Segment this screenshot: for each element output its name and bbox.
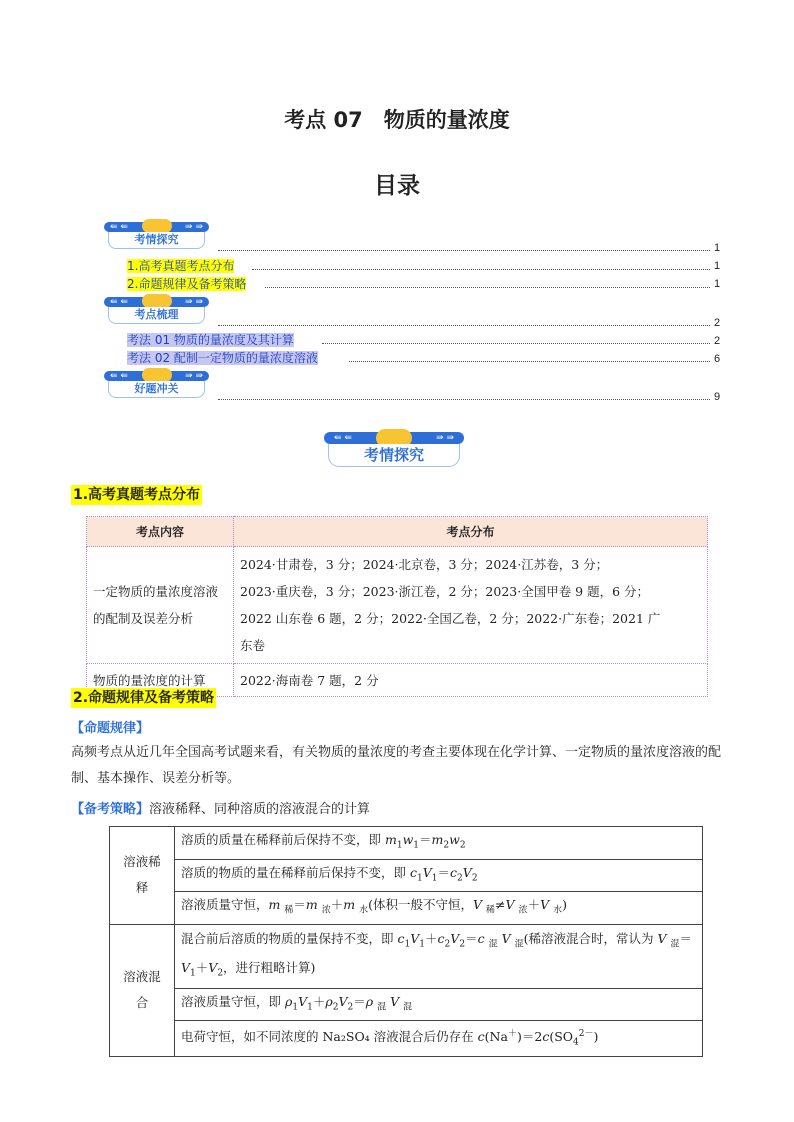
table-row bbox=[110, 924, 703, 988]
distribution-cell: 2024·甘肃卷，3 分；2024·北京卷，3 分；2024·江苏卷，3 分； 2023·重庆卷，3 分；2023·浙江卷，2 分；2023·全国甲卷 9 题，6 分； 2022 山东卷 6 题，2 分；2022·全国乙卷，2 分；2022·广东卷；2021 广 东卷 bbox=[234, 547, 708, 664]
toc-page: 1 bbox=[714, 260, 721, 272]
group-dilution: 溶液稀释 bbox=[110, 827, 175, 925]
table-row bbox=[110, 859, 703, 892]
rule-cell: 溶质的质量在稀释前后保持不变，即 $m_1w_1=m_2w_2$ bbox=[175, 827, 703, 860]
topic-cell: 一定物质的量浓度溶液的配制及误差分析 bbox=[87, 547, 234, 664]
col-header-distribution: 考点分布 bbox=[234, 517, 708, 547]
document-title: 考点 07 物质的量浓度 bbox=[284, 108, 510, 132]
toc-page: 1 bbox=[714, 278, 721, 290]
toc-item-mingti[interactable]: 2.命题规律及备考策略 bbox=[127, 277, 247, 291]
table-row bbox=[110, 827, 703, 860]
table-row bbox=[87, 547, 708, 664]
toc-page: 2 bbox=[714, 317, 721, 329]
exam-distribution-table bbox=[86, 516, 708, 697]
table-row bbox=[110, 988, 703, 1021]
toc-page: 2 bbox=[714, 335, 721, 347]
rule-text: 高频考点从近几年全国高考试题来看，有关物质的量浓度的考查主要体现在化学计算、一定物质的量浓度溶液的配制、基本操作、误差分析等。 bbox=[71, 745, 722, 786]
rule-cell: 溶质的物质的量在稀释前后保持不变，即 $c_1V_1=c_2V_2$ bbox=[175, 859, 703, 892]
section-heading-1: 1.高考真题考点分布 bbox=[73, 487, 201, 503]
section-badge-label: 考情探究 bbox=[328, 444, 460, 467]
topic-cell: 物质的量浓度的计算 bbox=[87, 664, 234, 697]
table-row bbox=[110, 1021, 703, 1057]
rule-cell: 混合前后溶质的物质的量保持不变，即 $c_1V_1+c_2V_2=c$ $_混$ V $_混$(稀溶液混合时，常认为 V $_混=V_1+V_2$，进行粗略计算) bbox=[175, 924, 703, 988]
dilution-mixing-table bbox=[109, 826, 703, 1057]
toc-page: 6 bbox=[714, 353, 721, 365]
rule-cell: 溶液质量守恒，m $_稀$＝m $_浓$＋m $_水$(体积一般不守恒，V $_稀$≠V $_浓$＋V $_水$) bbox=[175, 892, 703, 925]
rule-cell: 溶液质量守恒，即 $\rho_1V_1+\rho_2V_2=\rho$ $_混$ V $_混$ bbox=[175, 988, 703, 1021]
strategy-line: 【备考策略】溶液稀释、同种溶质的溶液混合的计算 bbox=[71, 802, 371, 817]
rule-cell: 电荷守恒，如不同浓度的 Na₂SO₄ 溶液混合后仍存在 $c(Na^+)=2c(SO_4^{2-})$ bbox=[175, 1021, 703, 1057]
toc-page: 1 bbox=[714, 242, 721, 254]
badge-label: 考点梳理 bbox=[108, 307, 205, 324]
group-mixing: 溶液混合 bbox=[110, 924, 175, 1056]
badge-label: 考情探究 bbox=[108, 232, 205, 249]
distribution-cell: 2022·海南卷 7 题，2 分 bbox=[234, 664, 708, 697]
rule-label: 【命题规律】 bbox=[71, 721, 150, 736]
toc-item-kaodian[interactable]: 1.高考真题考点分布 bbox=[127, 259, 235, 273]
table-row bbox=[110, 892, 703, 925]
col-header-topic: 考点内容 bbox=[87, 517, 234, 547]
toc-title: 目录 bbox=[374, 173, 420, 199]
toc-item-kaofa02[interactable]: 考法 02 配制一定物质的量浓度溶液 bbox=[127, 351, 318, 365]
toc-item-kaofa01[interactable]: 考法 01 物质的量浓度及其计算 bbox=[127, 333, 294, 347]
badge-label: 好题冲关 bbox=[108, 381, 205, 398]
toc-page: 9 bbox=[714, 391, 721, 403]
section-heading-2: 2.命题规律及备考策略 bbox=[73, 690, 215, 706]
